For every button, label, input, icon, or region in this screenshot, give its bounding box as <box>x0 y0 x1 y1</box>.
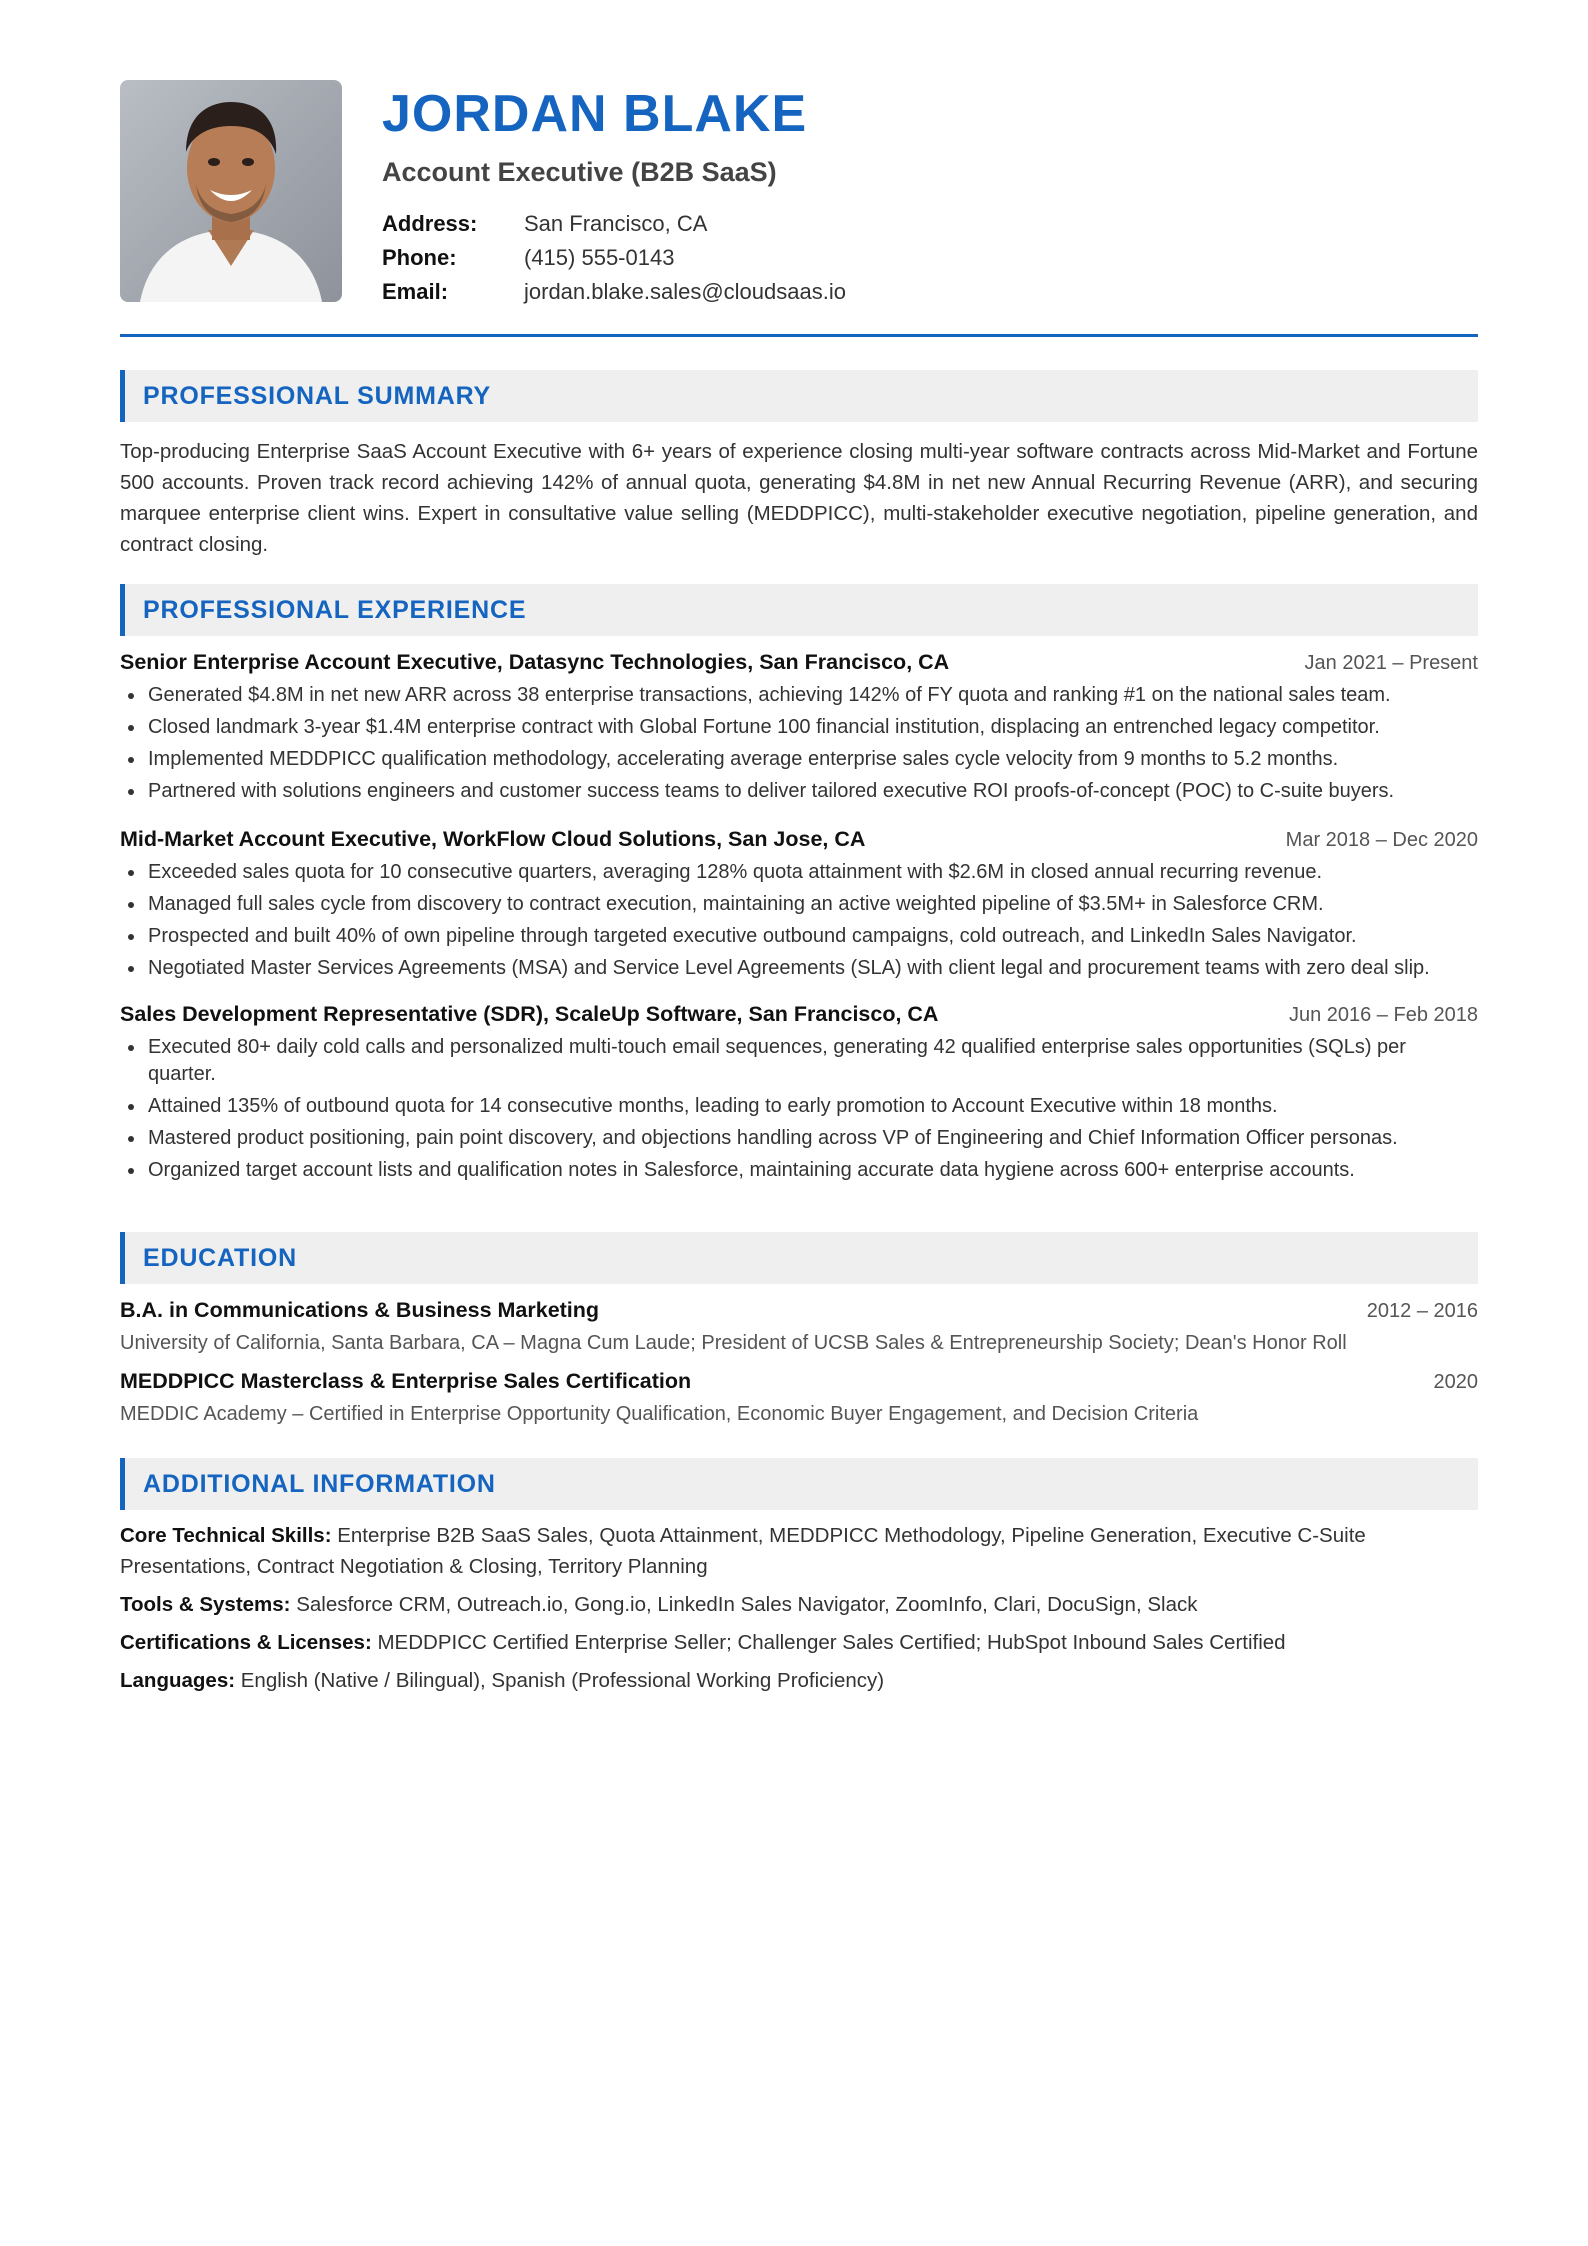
contact-phone <box>382 241 846 275</box>
section-title: PROFESSIONAL SUMMARY <box>143 382 491 410</box>
info-certifications <box>120 1627 1478 1658</box>
candidate-name: JORDAN BLAKE <box>382 85 808 143</box>
info-value: Salesforce CRM, Outreach.io, Gong.io, LinkedIn Sales Navigator, ZoomInfo, Clari, DocuSign, Slack <box>296 1593 1198 1616</box>
contact-value: jordan.blake.sales@cloudsaas.io <box>524 279 846 304</box>
education-degree: B.A. in Communications & Business Marketing <box>120 1298 600 1322</box>
list-item: Closed landmark 3-year $1.4M enterprise contract with Global Fortune 100 financial institution, displacing an entrenched legacy competitor. <box>148 714 1478 741</box>
job-bullets <box>120 859 1478 982</box>
info-value: MEDDPICC Certified Enterprise Seller; Challenger Sales Certified; HubSpot Inbound Sales Certified <box>377 1631 1286 1654</box>
list-item: Managed full sales cycle from discovery to contract execution, maintaining an active weighted pipeline of $3.5M+ in Salesforce CRM. <box>148 891 1478 918</box>
info-label: Tools & Systems: <box>120 1593 291 1616</box>
list-item: Organized target account lists and qualification notes in Salesforce, maintaining accurate data hygiene across 600+ enterprise accounts. <box>148 1157 1478 1184</box>
contact-block <box>382 207 846 309</box>
job-entry <box>120 650 1478 810</box>
job-entry <box>120 827 1478 987</box>
job-dates: Jun 2016 – Feb 2018 <box>1288 1004 1478 1026</box>
list-item: Negotiated Master Services Agreements (MSA) and Service Level Agreements (SLA) with client legal and procurement teams with zero deal slip. <box>148 955 1478 982</box>
job-bullets <box>120 682 1478 805</box>
list-item: Prospected and built 40% of own pipeline through targeted executive outbound campaigns, cold outreach, and LinkedIn Sales Navigator. <box>148 923 1478 950</box>
job-dates: Mar 2018 – Dec 2020 <box>1285 829 1478 851</box>
info-value: Enterprise B2B SaaS Sales, Quota Attainment, MEDDPICC Methodology, Pipeline Generation, Executive C-Suite Presentations, Contract Negotiation & Closing, Territory Planning <box>120 1524 1366 1578</box>
job-bullets <box>120 1034 1478 1184</box>
education-dates: 2012 – 2016 <box>1366 1300 1478 1322</box>
contact-address <box>382 207 846 241</box>
info-tools <box>120 1589 1478 1620</box>
list-item: Attained 135% of outbound quota for 14 consecutive months, leading to early promotion to Account Executive within 18 months. <box>148 1093 1478 1120</box>
contact-label: Email: <box>382 279 449 304</box>
education-detail: University of California, Santa Barbara, CA – Magna Cum Laude; President of UCSB Sales & Entrepreneurship Society; Dean's Honor Roll <box>120 1332 1347 1354</box>
info-label: Languages: <box>120 1669 236 1692</box>
education-detail: MEDDIC Academy – Certified in Enterprise Opportunity Qualification, Economic Buyer Engagement, and Decision Criteria <box>120 1403 1199 1425</box>
info-label: Certifications & Licenses: <box>120 1631 372 1654</box>
list-item: Partnered with solutions engineers and customer success teams to deliver tailored executive ROI proofs-of-concept (POC) to C-suite buyers. <box>148 778 1478 805</box>
education-header <box>120 1369 1478 1400</box>
education-dates: 2020 <box>1433 1371 1478 1393</box>
section-title: EDUCATION <box>143 1244 297 1272</box>
education-degree: MEDDPICC Masterclass & Enterprise Sales Certification <box>120 1369 692 1393</box>
job-entry <box>120 1002 1478 1189</box>
list-item: Executed 80+ daily cold calls and personalized multi-touch email sequences, generating 42 qualified enterprise sales opportunities (SQLs) per quarter. <box>148 1034 1478 1088</box>
info-languages <box>120 1665 1478 1696</box>
job-title: Sales Development Representative (SDR), ScaleUp Software, San Francisco, CA <box>120 1002 939 1026</box>
summary-text: Top-producing Enterprise SaaS Account Executive with 6+ years of experience closing multi-year software contracts across Mid-Market and Fortune 500 accounts. Proven track record achieving 142% of annual quota, generating $4.8M in net new Annual Recurring Revenue (ARR), and securing marquee enterprise client wins. Expert in consultative value selling (MEDDPICC), multi-stakeholder executive negotiation, pipeline generation, and contract closing. <box>120 440 1478 556</box>
section-header-summary <box>120 370 1478 422</box>
contact-label: Address: <box>382 211 478 236</box>
contact-value: (415) 555-0143 <box>524 245 675 270</box>
section-header-education <box>120 1232 1478 1284</box>
section-header-experience <box>120 584 1478 636</box>
resume-header <box>120 80 1478 304</box>
job-dates: Jan 2021 – Present <box>1304 652 1478 674</box>
job-header <box>120 650 1478 682</box>
education-entry <box>120 1369 1478 1428</box>
section-header-additional <box>120 1458 1478 1510</box>
section-title: PROFESSIONAL EXPERIENCE <box>143 596 527 624</box>
candidate-title: Account Executive (B2B SaaS) <box>382 157 777 187</box>
list-item: Exceeded sales quota for 10 consecutive quarters, averaging 128% quota attainment with $2.6M in closed annual recurring revenue. <box>148 859 1478 886</box>
contact-label: Phone: <box>382 245 457 270</box>
info-skills <box>120 1520 1478 1582</box>
job-header <box>120 1002 1478 1034</box>
profile-photo <box>120 80 342 302</box>
contact-email <box>382 275 846 309</box>
job-title: Mid-Market Account Executive, WorkFlow Cloud Solutions, San Jose, CA <box>120 827 866 851</box>
job-title: Senior Enterprise Account Executive, Datasync Technologies, San Francisco, CA <box>120 650 950 674</box>
header-divider <box>120 334 1478 337</box>
education-entry <box>120 1298 1478 1357</box>
contact-value: San Francisco, CA <box>524 211 708 236</box>
info-label: Core Technical Skills: <box>120 1524 332 1547</box>
list-item: Mastered product positioning, pain point discovery, and objections handling across VP of Engineering and Chief Information Officer personas. <box>148 1125 1478 1152</box>
list-item: Implemented MEDDPICC qualification methodology, accelerating average enterprise sales cycle velocity from 9 months to 5.2 months. <box>148 746 1478 773</box>
job-header <box>120 827 1478 859</box>
info-value: English (Native / Bilingual), Spanish (Professional Working Proficiency) <box>240 1669 885 1692</box>
section-title: ADDITIONAL INFORMATION <box>143 1470 496 1498</box>
list-item: Generated $4.8M in net new ARR across 38 enterprise transactions, achieving 142% of FY quota and ranking #1 on the national sales team. <box>148 682 1478 709</box>
education-header <box>120 1298 1478 1329</box>
